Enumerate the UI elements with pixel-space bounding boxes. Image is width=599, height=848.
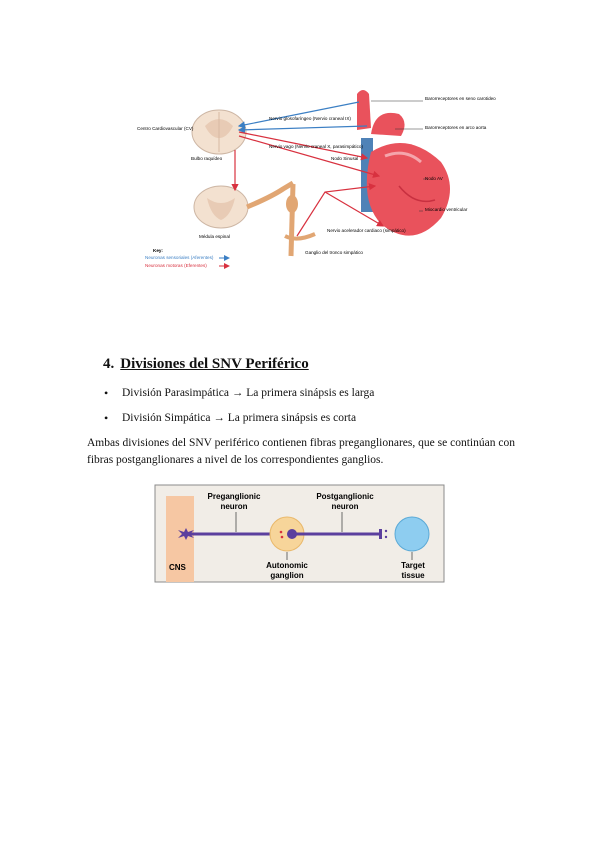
autonomic-pathway-diagram [154, 484, 445, 587]
section-heading [103, 356, 309, 373]
label-target-1: Target [401, 561, 425, 570]
label-target-2: tissue [401, 571, 425, 580]
label-cns: CNS [169, 563, 186, 572]
label-sa-node: Nodo Sinusal [331, 156, 359, 161]
label-vagus: Nervio vago (Nervio craneal X, parasimpático) [269, 144, 363, 149]
label-trunk-ganglion: Ganglio del tronco simpático [305, 250, 363, 255]
label-baroreceptors-carotid: Barorreceptores en seno carotideo [425, 96, 496, 101]
bullet-parasympathetic: • División Parasimpática → La primera sinápsis es larga [100, 386, 374, 411]
label-ganglion-2: ganglion [270, 571, 304, 580]
key-motor: Neuronas motoras (Eferentes) [145, 263, 207, 268]
section-title: Divisiones del SNV Periférico [120, 356, 309, 372]
key-sensory: Neuronas sensoriales (Aferentes) [145, 255, 214, 260]
label-baroreceptors-aorta: Barorreceptores en arco aorta [425, 125, 487, 130]
target-tissue-cell [395, 517, 429, 551]
key-title: Key: [153, 248, 163, 253]
label-preganglionic-2: neuron [220, 502, 248, 511]
medulla-section [192, 110, 246, 154]
label-preganglionic-1: Preganglionic [207, 492, 261, 501]
bullet-list [100, 386, 374, 436]
label-myocardium: Miocardio ventricular [425, 207, 468, 212]
label-medulla: Bulbo raquídeo [191, 156, 223, 161]
heart-illustration [357, 90, 450, 236]
label-postganglionic-2: neuron [331, 502, 359, 511]
sympathetic-trunk [247, 183, 315, 256]
body-paragraph: Ambas divisiones del SNV periférico contienen fibras preganglionares, que se continúan con fibras postganglionares a nivel de los correspondientes ganglios. [87, 437, 515, 466]
baroreceptor-reflex-diagram [135, 86, 496, 282]
label-cv-center: Centro Cardiovascular (CV) [137, 126, 194, 131]
spinal-cord-section [194, 186, 248, 228]
label-postganglionic-1: Postganglionic [316, 492, 374, 501]
label-glossopharyngeal: Nervio glosofaríngeo (Nervio craneal IX) [269, 116, 351, 121]
bullet-sympathetic: • División Simpática → La primera sinápsis es corta [100, 411, 374, 436]
section-number: 4. [103, 356, 115, 372]
label-spinal-cord: Médula espinal [199, 234, 230, 239]
label-ganglion-1: Autonomic [266, 561, 308, 570]
label-accelerator-nerve: Nervio acelerador cardiaco (simpático) [327, 228, 406, 233]
label-av-node: Nodo AV [425, 176, 443, 181]
